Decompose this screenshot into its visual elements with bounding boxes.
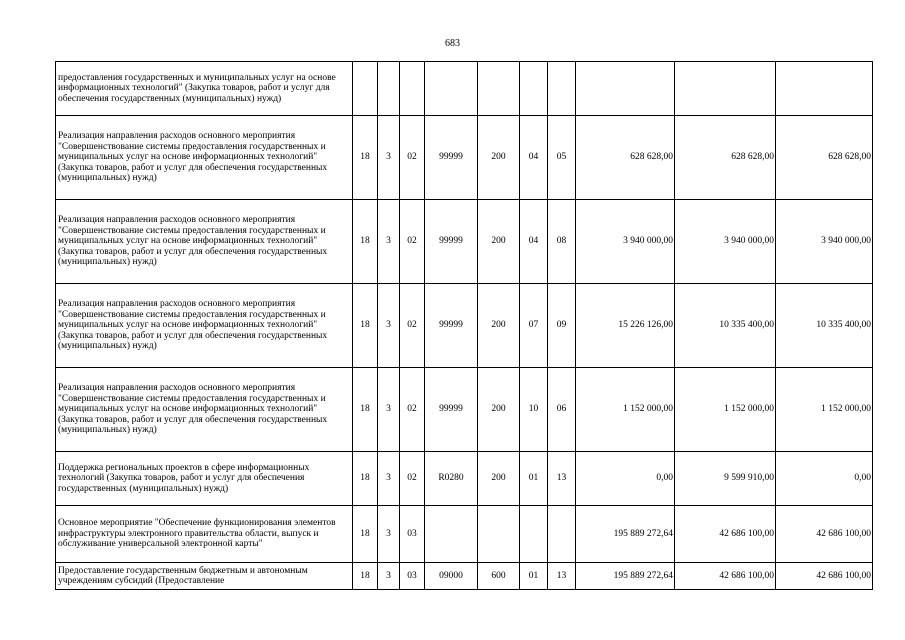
code-cell xyxy=(400,62,425,116)
code-cell: 01 xyxy=(520,563,548,590)
budget-table xyxy=(55,61,873,590)
code-cell: 3 xyxy=(378,200,400,284)
code-cell xyxy=(478,506,520,563)
amount-cell: 9 599 910,00 xyxy=(675,452,776,506)
code-cell: 02 xyxy=(400,200,425,284)
table-row xyxy=(56,368,873,452)
amount-cell: 42 686 100,00 xyxy=(776,506,873,563)
amount-cell xyxy=(576,62,675,116)
code-cell: 06 xyxy=(548,368,576,452)
code-cell: 02 xyxy=(400,368,425,452)
code-cell: 99999 xyxy=(425,368,478,452)
table-row xyxy=(56,116,873,200)
code-cell: 18 xyxy=(353,368,378,452)
code-cell: 3 xyxy=(378,563,400,590)
code-cell xyxy=(520,506,548,563)
row-description: Реализация направления расходов основного мероприятия "Совершенствование системы предоставления государственных и муниципальных услуг на основе информационных технологий" (Закупка товаров, работ и услуг для обеспечения государственных (муниципальных) нужд) xyxy=(56,200,353,284)
table-row xyxy=(56,563,873,590)
amount-cell: 10 335 400,00 xyxy=(776,284,873,368)
code-cell: 02 xyxy=(400,452,425,506)
code-cell: 200 xyxy=(478,200,520,284)
amount-cell xyxy=(776,62,873,116)
code-cell: 18 xyxy=(353,284,378,368)
amount-cell: 42 686 100,00 xyxy=(675,506,776,563)
code-cell: 10 xyxy=(520,368,548,452)
amount-cell: 195 889 272,64 xyxy=(576,506,675,563)
amount-cell: 3 940 000,00 xyxy=(576,200,675,284)
code-cell: 09 xyxy=(548,284,576,368)
code-cell: 200 xyxy=(478,452,520,506)
code-cell: 99999 xyxy=(425,116,478,200)
code-cell: 13 xyxy=(548,563,576,590)
amount-cell: 628 628,00 xyxy=(776,116,873,200)
code-cell xyxy=(478,62,520,116)
amount-cell: 1 152 000,00 xyxy=(675,368,776,452)
code-cell: 01 xyxy=(520,452,548,506)
amount-cell: 0,00 xyxy=(776,452,873,506)
code-cell: 18 xyxy=(353,452,378,506)
table-row xyxy=(56,284,873,368)
code-cell: R0280 xyxy=(425,452,478,506)
row-description: предоставления государственных и муниципальных услуг на основе информационных технологий" (Закупка товаров, работ и услуг для обеспечения государственных (муниципальных) нужд) xyxy=(56,62,353,116)
table-row xyxy=(56,62,873,116)
code-cell: 3 xyxy=(378,284,400,368)
code-cell: 18 xyxy=(353,506,378,563)
amount-cell xyxy=(675,62,776,116)
code-cell: 04 xyxy=(520,116,548,200)
code-cell: 03 xyxy=(400,506,425,563)
row-description: Основное мероприятие "Обеспечение функционирования элементов инфраструктуры электронного правительства области, выпуск и обслуживание универсальной электронной карты" xyxy=(56,506,353,563)
code-cell: 200 xyxy=(478,368,520,452)
page-number: 683 xyxy=(445,38,460,49)
amount-cell: 42 686 100,00 xyxy=(776,563,873,590)
amount-cell: 628 628,00 xyxy=(576,116,675,200)
row-description: Поддержка региональных проектов в сфере информационных технологий (Закупка товаров, работ и услуг для обеспечения государственных (муниципальных) нужд) xyxy=(56,452,353,506)
amount-cell: 628 628,00 xyxy=(675,116,776,200)
amount-cell: 3 940 000,00 xyxy=(776,200,873,284)
code-cell xyxy=(378,62,400,116)
code-cell: 04 xyxy=(520,200,548,284)
code-cell: 05 xyxy=(548,116,576,200)
table-row xyxy=(56,506,873,563)
code-cell: 18 xyxy=(353,563,378,590)
code-cell: 02 xyxy=(400,116,425,200)
code-cell: 3 xyxy=(378,116,400,200)
code-cell: 13 xyxy=(548,452,576,506)
row-description: Предоставление государственным бюджетным и автономным учреждениям субсидий (Предоставление xyxy=(56,563,353,590)
code-cell: 3 xyxy=(378,452,400,506)
amount-cell: 42 686 100,00 xyxy=(675,563,776,590)
amount-cell: 1 152 000,00 xyxy=(576,368,675,452)
table-row xyxy=(56,200,873,284)
amount-cell: 0,00 xyxy=(576,452,675,506)
code-cell: 18 xyxy=(353,116,378,200)
amount-cell: 3 940 000,00 xyxy=(675,200,776,284)
code-cell xyxy=(425,62,478,116)
code-cell xyxy=(520,62,548,116)
amount-cell: 10 335 400,00 xyxy=(675,284,776,368)
code-cell: 07 xyxy=(520,284,548,368)
row-description: Реализация направления расходов основного мероприятия "Совершенствование системы предоставления государственных и муниципальных услуг на основе информационных технологий" (Закупка товаров, работ и услуг для обеспечения государственных (муниципальных) нужд) xyxy=(56,368,353,452)
code-cell: 02 xyxy=(400,284,425,368)
code-cell: 200 xyxy=(478,284,520,368)
code-cell: 99999 xyxy=(425,284,478,368)
row-description: Реализация направления расходов основного мероприятия "Совершенствование системы предоставления государственных и муниципальных услуг на основе информационных технологий" (Закупка товаров, работ и услуг для обеспечения государственных (муниципальных) нужд) xyxy=(56,284,353,368)
code-cell xyxy=(425,506,478,563)
row-description: Реализация направления расходов основного мероприятия "Совершенствование системы предоставления государственных и муниципальных услуг на основе информационных технологий" (Закупка товаров, работ и услуг для обеспечения государственных (муниципальных) нужд) xyxy=(56,116,353,200)
code-cell: 99999 xyxy=(425,200,478,284)
code-cell xyxy=(548,506,576,563)
code-cell: 3 xyxy=(378,506,400,563)
code-cell xyxy=(548,62,576,116)
code-cell: 600 xyxy=(478,563,520,590)
code-cell: 08 xyxy=(548,200,576,284)
amount-cell: 15 226 126,00 xyxy=(576,284,675,368)
code-cell: 18 xyxy=(353,200,378,284)
code-cell: 09000 xyxy=(425,563,478,590)
code-cell: 3 xyxy=(378,368,400,452)
amount-cell: 195 889 272,64 xyxy=(576,563,675,590)
amount-cell: 1 152 000,00 xyxy=(776,368,873,452)
code-cell: 03 xyxy=(400,563,425,590)
code-cell: 200 xyxy=(478,116,520,200)
code-cell xyxy=(353,62,378,116)
table-row xyxy=(56,452,873,506)
